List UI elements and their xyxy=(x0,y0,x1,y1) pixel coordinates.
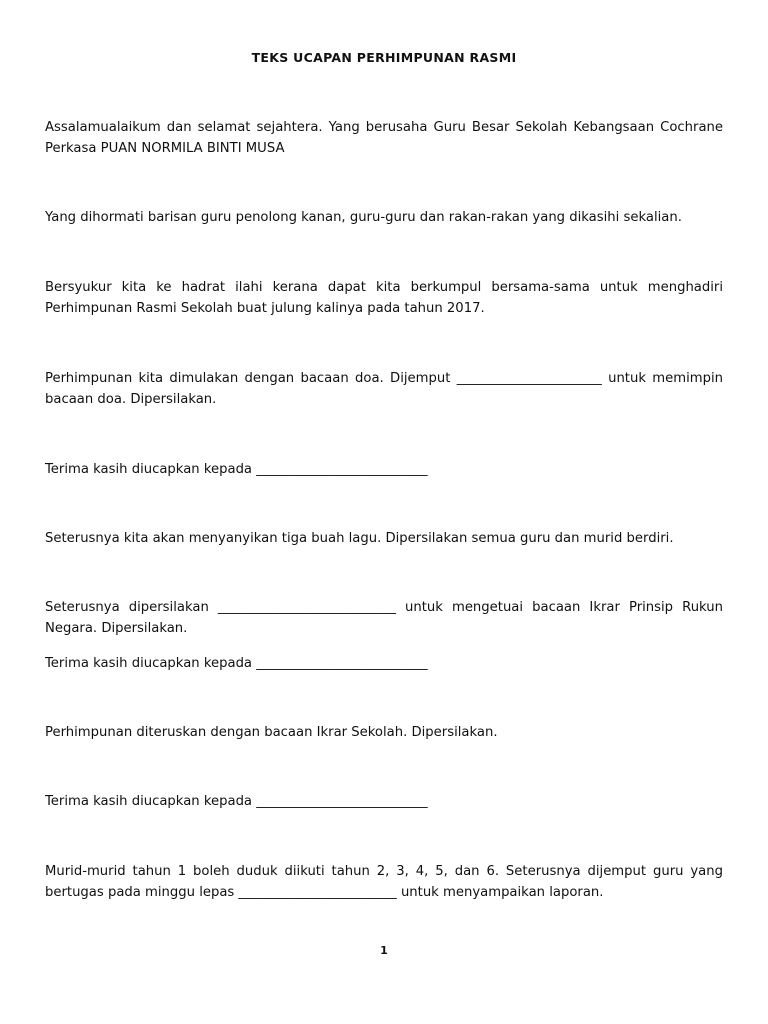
paragraph-gratitude: Bersyukur kita ke hadrat ilahi kerana dapat kita berkumpul bersama-sama untuk menghadiri Perhimpunan Rasmi Sekolah buat julung kalinya pada tahun 2017. xyxy=(45,280,723,316)
paragraph-thanks-3: Terima kasih diucapkan kepada __________________________ xyxy=(45,794,428,809)
paragraph-respected-teachers: Yang dihormati barisan guru penolong kanan, guru-guru dan rakan-rakan yang dikasihi sekalian. xyxy=(45,210,682,225)
paragraph-report: Murid-murid tahun 1 boleh duduk diikuti tahun 2, 3, 4, 5, dan 6. Seterusnya dijemput guru yang bertugas pada minggu lepas ________________________ untuk menyampaikan laporan. xyxy=(45,864,723,900)
paragraph-thanks-1: Terima kasih diucapkan kepada __________________________ xyxy=(45,462,428,477)
paragraph-school-pledge: Perhimpunan diteruskan dengan bacaan Ikrar Sekolah. Dipersilakan. xyxy=(45,725,498,740)
page-number: 1 xyxy=(380,944,388,957)
paragraph-rukun-negara: Seterusnya dipersilakan ___________________________ untuk mengetuai bacaan Ikrar Prinsip Rukun Negara. Dipersilakan. xyxy=(45,600,723,636)
paragraph-prayer: Perhimpunan kita dimulakan dengan bacaan doa. Dijemput ______________________ untuk memimpin bacaan doa. Dipersilakan. xyxy=(45,371,723,407)
paragraph-greeting: Assalamualaikum dan selamat sejahtera. Yang berusaha Guru Besar Sekolah Kebangsaan Cochrane Perkasa PUAN NORMILA BINTI MUSA xyxy=(45,120,723,156)
document-title: TEKS UCAPAN PERHIMPUNAN RASMI xyxy=(251,50,517,65)
paragraph-thanks-2: Terima kasih diucapkan kepada __________________________ xyxy=(45,656,428,671)
paragraph-songs: Seterusnya kita akan menyanyikan tiga buah lagu. Dipersilakan semua guru dan murid berdiri. xyxy=(45,531,674,546)
